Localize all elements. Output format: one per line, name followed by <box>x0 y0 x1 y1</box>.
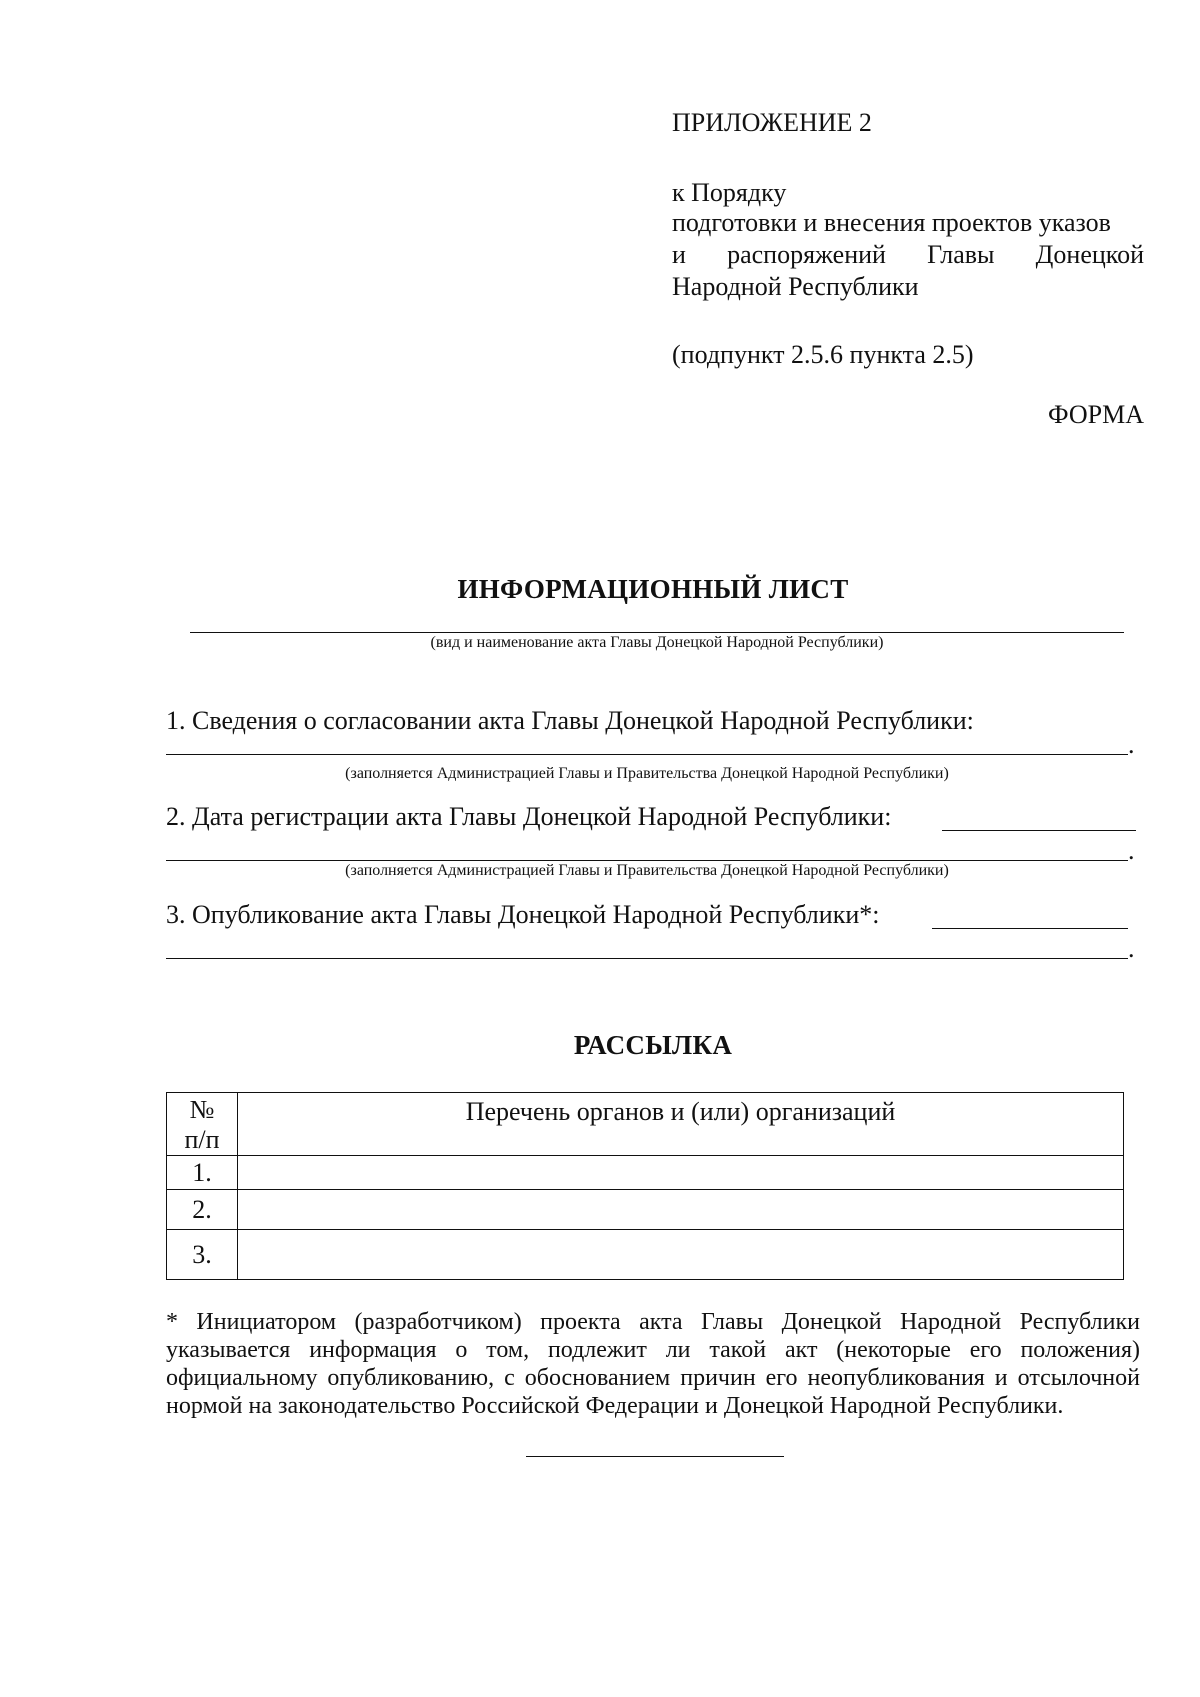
distribution-table <box>166 1092 1124 1280</box>
form-label: ФОРМА <box>1048 400 1144 429</box>
order-description-line-2: и распоряжений Главы Донецкой <box>672 240 1144 269</box>
section-1-fill-line <box>166 754 1128 755</box>
section-1-period: . <box>1128 730 1135 759</box>
row-number: 2. <box>167 1190 238 1230</box>
row-organizations-cell[interactable] <box>238 1156 1124 1190</box>
footnote-line-3: официальному опубликованию, с обоснованием причин его неопубликования и отсылочной <box>166 1365 1140 1391</box>
order-description-line-1: подготовки и внесения проектов указов <box>672 208 1111 237</box>
table-row <box>167 1230 1124 1280</box>
row-number: 3. <box>167 1230 238 1280</box>
act-name-caption: (вид и наименование акта Главы Донецкой Народной Республики) <box>430 634 884 651</box>
section-2-fill-line <box>166 860 1128 861</box>
section-2-heading: 2. Дата регистрации акта Главы Донецкой Народной Республики: <box>166 802 892 831</box>
order-description-line-3: Народной Республики <box>672 272 919 301</box>
footnote-line-2: указывается информация о том, подлежит ли такой акт (некоторые его положения) <box>166 1337 1140 1363</box>
section-1-caption: (заполняется Администрацией Главы и Правительства Донецкой Народной Республики) <box>345 765 949 782</box>
document-title: ИНФОРМАЦИОННЫЙ ЛИСТ <box>457 574 849 604</box>
row-number: 1. <box>167 1156 238 1190</box>
section-3-fill-line <box>166 958 1128 959</box>
act-name-line <box>190 632 1124 633</box>
section-3-period: . <box>1128 934 1135 963</box>
footnote-line-4: нормой на законодательство Российской Федерации и Донецкой Народной Республики. <box>166 1393 1064 1419</box>
column-number-header <box>167 1093 238 1156</box>
subclause-reference: (подпункт 2.5.6 пункта 2.5) <box>672 340 974 369</box>
section-3-heading: 3. Опубликование акта Главы Донецкой Народной Республики*: <box>166 900 880 929</box>
row-organizations-cell[interactable] <box>238 1190 1124 1230</box>
section-3-fill-line-short <box>932 928 1128 929</box>
table-row <box>167 1190 1124 1230</box>
section-2-date-line <box>942 830 1136 831</box>
order-reference: к Порядку <box>672 178 787 207</box>
footnote-line-1: * Инициатором (разработчиком) проекта акта Главы Донецкой Народной Республики <box>166 1309 1140 1335</box>
section-1-heading: 1. Сведения о согласовании акта Главы Донецкой Народной Республики: <box>166 706 974 735</box>
distribution-title: РАССЫЛКА <box>573 1030 733 1060</box>
table-row <box>167 1156 1124 1190</box>
section-2-caption: (заполняется Администрацией Главы и Правительства Донецкой Народной Республики) <box>345 862 949 879</box>
section-2-period: . <box>1128 836 1135 865</box>
table-header-row <box>167 1093 1124 1156</box>
appendix-label: ПРИЛОЖЕНИЕ 2 <box>672 108 872 137</box>
end-separator <box>526 1456 784 1457</box>
column-number-header-line-1: № <box>189 1095 215 1124</box>
row-organizations-cell[interactable] <box>238 1230 1124 1280</box>
column-list-header: Перечень органов и (или) организаций <box>238 1093 1124 1156</box>
footnote <box>166 1308 1140 1420</box>
column-number-header-line-2: п/п <box>184 1125 220 1154</box>
